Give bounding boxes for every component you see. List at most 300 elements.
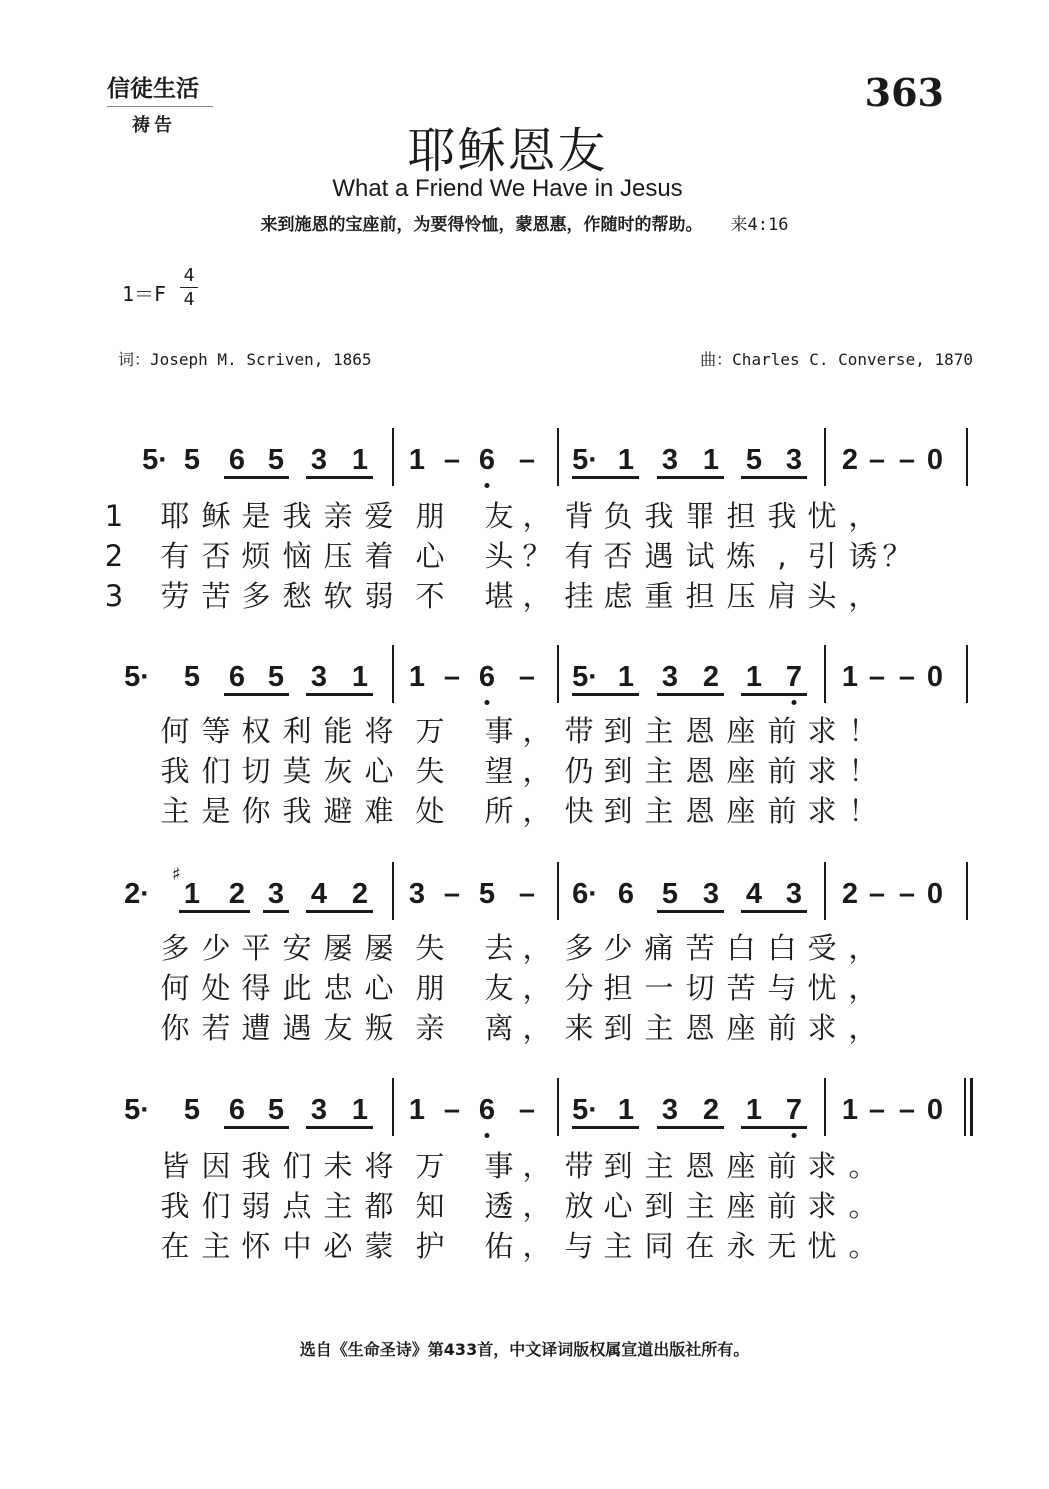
lyric-char: 爱 bbox=[364, 499, 394, 533]
note: – bbox=[518, 878, 536, 910]
lyric-char: 们 bbox=[201, 1189, 231, 1223]
lyric-char: 弱 bbox=[241, 1189, 271, 1223]
lyric-char: ！ bbox=[848, 794, 878, 828]
lyric-char: 皆 bbox=[160, 1149, 190, 1183]
eighth-note-beam bbox=[224, 476, 289, 479]
lyric-char: 望 bbox=[484, 754, 514, 788]
lyric-char: 在 bbox=[685, 1229, 715, 1263]
bar-line bbox=[966, 645, 968, 703]
lyric-char: 遭 bbox=[241, 1011, 271, 1045]
lyric-char: 来 bbox=[564, 1011, 594, 1045]
lyric-char: ， bbox=[522, 1229, 552, 1263]
lyric-char: 遇 bbox=[282, 1011, 312, 1045]
lyric-char: 切 bbox=[241, 754, 271, 788]
bar-line bbox=[824, 645, 826, 703]
lyric-char: 到 bbox=[603, 714, 633, 748]
lyric-char: 愁 bbox=[282, 579, 312, 613]
lyric-char: 所 bbox=[484, 794, 514, 828]
lyric-char: 前 bbox=[767, 794, 797, 828]
notation-row bbox=[0, 657, 1049, 697]
lyric-char: 屡 bbox=[364, 931, 394, 965]
lyric-char: 否 bbox=[201, 539, 231, 573]
note: 1 bbox=[841, 1094, 859, 1126]
lyric-char: 一 bbox=[644, 971, 674, 1005]
lyric-char: ， bbox=[522, 1189, 552, 1223]
note: 6 bbox=[478, 1094, 496, 1126]
note: 5 bbox=[745, 444, 763, 476]
lyric-char: 稣 bbox=[201, 499, 231, 533]
lyric-char: 此 bbox=[282, 971, 312, 1005]
lyric-char: 灰 bbox=[323, 754, 353, 788]
lyric-char: 莫 bbox=[282, 754, 312, 788]
lyric-char: 叛 bbox=[364, 1011, 394, 1045]
lyric-char: 事 bbox=[484, 714, 514, 748]
lyric-char: 心 bbox=[364, 754, 394, 788]
eighth-note-beam bbox=[572, 693, 639, 696]
lyric-line bbox=[0, 496, 1049, 536]
lyric-char: 我 bbox=[282, 794, 312, 828]
lyric-char: 失 bbox=[415, 931, 445, 965]
lyric-char: 求 bbox=[807, 794, 837, 828]
lyric-char: 因 bbox=[201, 1149, 231, 1183]
note: – bbox=[518, 1094, 536, 1126]
low-octave-dot bbox=[485, 1133, 490, 1138]
lyric-char: 座 bbox=[726, 754, 756, 788]
note: 6 bbox=[228, 444, 246, 476]
eighth-note-beam bbox=[179, 910, 250, 913]
lyric-char: 多 bbox=[564, 931, 594, 965]
note: 5 bbox=[267, 1094, 285, 1126]
lyric-char: 透 bbox=[484, 1189, 514, 1223]
note: 1 bbox=[617, 661, 635, 693]
note: 3 bbox=[661, 1094, 679, 1126]
lyric-char: 到 bbox=[603, 1011, 633, 1045]
note: 2 bbox=[702, 1094, 720, 1126]
lyric-char: 否 bbox=[603, 539, 633, 573]
lyric-char: 是 bbox=[201, 794, 231, 828]
lyric-char: 担 bbox=[685, 579, 715, 613]
note: 3 bbox=[702, 878, 720, 910]
note: 5 bbox=[183, 1094, 201, 1126]
lyric-char: 佑 bbox=[484, 1229, 514, 1263]
lyric-char: 恼 bbox=[282, 539, 312, 573]
lyric-char: 点 bbox=[282, 1189, 312, 1223]
lyric-char: 恩 bbox=[685, 794, 715, 828]
eighth-note-beam bbox=[306, 476, 373, 479]
eighth-note-beam bbox=[741, 910, 807, 913]
lyric-char: 与 bbox=[564, 1229, 594, 1263]
lyric-line bbox=[0, 928, 1049, 968]
lyric-char: 安 bbox=[282, 931, 312, 965]
eighth-note-beam bbox=[263, 910, 289, 913]
lyric-char: 到 bbox=[644, 1189, 674, 1223]
lyric-char: 我 bbox=[160, 1189, 190, 1223]
lyric-char: 头 bbox=[807, 579, 837, 613]
bar-line bbox=[392, 862, 394, 920]
note: 1 bbox=[841, 661, 859, 693]
lyric-char: 炼 bbox=[726, 539, 756, 573]
note: 3 bbox=[785, 878, 803, 910]
time-signature-bottom: 4 bbox=[183, 289, 195, 310]
lyric-char: 们 bbox=[201, 754, 231, 788]
lyric-char: 肩 bbox=[767, 579, 797, 613]
lyric-char: 都 bbox=[364, 1189, 394, 1223]
note: 5 bbox=[183, 661, 201, 693]
verse-reference: 来4:16 bbox=[730, 215, 789, 235]
lyric-char: 着 bbox=[364, 539, 394, 573]
lyric-char: 求 bbox=[807, 714, 837, 748]
lyric-char: 座 bbox=[726, 1149, 756, 1183]
note: 1 bbox=[617, 1094, 635, 1126]
lyric-char: 恩 bbox=[685, 714, 715, 748]
lyric-line bbox=[0, 751, 1049, 791]
note: 3 bbox=[661, 444, 679, 476]
lyric-char: 避 bbox=[323, 794, 353, 828]
note: 1 bbox=[183, 878, 201, 910]
lyric-char: ， bbox=[848, 931, 878, 965]
note: 5 bbox=[267, 661, 285, 693]
lyric-char: 将 bbox=[364, 1149, 394, 1183]
composer-credit: 曲：Charles C. Converse, 1870 bbox=[700, 350, 973, 369]
lyric-char: 平 bbox=[241, 931, 271, 965]
lyric-char: 。 bbox=[848, 1189, 878, 1223]
lyric-char: 是 bbox=[241, 499, 271, 533]
hymn-number: 363 bbox=[864, 70, 944, 115]
lyric-char: 心 bbox=[364, 971, 394, 1005]
lyric-char: ， bbox=[522, 499, 552, 533]
lyric-char: 切 bbox=[685, 971, 715, 1005]
bar-line bbox=[824, 862, 826, 920]
lyric-char: 知 bbox=[415, 1189, 445, 1223]
lyric-char: 同 bbox=[644, 1229, 674, 1263]
lyric-char: 快 bbox=[564, 794, 594, 828]
lyric-char: 负 bbox=[603, 499, 633, 533]
lyric-char: 得 bbox=[241, 971, 271, 1005]
lyric-char: 恩 bbox=[685, 1011, 715, 1045]
lyric-char: 1 bbox=[104, 499, 124, 533]
bar-line bbox=[392, 1078, 394, 1136]
note: 2· bbox=[124, 878, 150, 910]
lyric-char: 在 bbox=[160, 1229, 190, 1263]
lyric-char: 烦 bbox=[241, 539, 271, 573]
lyric-char: 多 bbox=[241, 579, 271, 613]
lyric-char: 重 bbox=[644, 579, 674, 613]
lyric-char: 你 bbox=[160, 1011, 190, 1045]
lyric-char: 恩 bbox=[685, 1149, 715, 1183]
lyric-char: 主 bbox=[323, 1189, 353, 1223]
lyric-char: 何 bbox=[160, 714, 190, 748]
lyric-char: ， bbox=[522, 794, 552, 828]
lyric-char: ， bbox=[848, 579, 878, 613]
lyric-char: 必 bbox=[323, 1229, 353, 1263]
lyric-char: 前 bbox=[767, 714, 797, 748]
lyric-char: 蒙 bbox=[364, 1229, 394, 1263]
lyric-char: 我 bbox=[160, 754, 190, 788]
lyric-char: 忧 bbox=[807, 971, 837, 1005]
lyric-char: 苦 bbox=[726, 971, 756, 1005]
bar-line bbox=[392, 428, 394, 486]
note: – bbox=[898, 1094, 916, 1126]
lyric-char: ， bbox=[522, 714, 552, 748]
note: – bbox=[868, 878, 886, 910]
notation-row bbox=[0, 864, 1049, 914]
lyric-char: 何 bbox=[160, 971, 190, 1005]
lyric-char: 去 bbox=[484, 931, 514, 965]
lyric-char: 分 bbox=[564, 971, 594, 1005]
time-signature-top: 4 bbox=[180, 264, 198, 288]
note: 2 bbox=[702, 661, 720, 693]
lyric-char: 多 bbox=[160, 931, 190, 965]
lyric-char: , bbox=[777, 539, 787, 573]
lyric-char: 引 bbox=[807, 539, 837, 573]
lyric-char: 3 bbox=[104, 579, 124, 613]
note: 0 bbox=[926, 1094, 944, 1126]
lyric-char: ， bbox=[522, 579, 552, 613]
eighth-note-beam bbox=[657, 1126, 724, 1129]
time-signature bbox=[180, 264, 198, 311]
copyright-footer: 选自《生命圣诗》第433首，中文译词版权属宣道出版社所有。 bbox=[299, 1340, 750, 1359]
lyric-char: 堪 bbox=[484, 579, 514, 613]
note: – bbox=[868, 444, 886, 476]
note: 7 bbox=[785, 661, 803, 693]
lyric-char: 软 bbox=[323, 579, 353, 613]
scripture-verse bbox=[0, 210, 1049, 235]
lyric-line bbox=[0, 576, 1049, 616]
lyric-char: 少 bbox=[603, 931, 633, 965]
eighth-note-beam bbox=[572, 1126, 639, 1129]
lyric-char: ？ bbox=[882, 539, 912, 573]
lyric-char: 到 bbox=[603, 754, 633, 788]
bar-line bbox=[966, 862, 968, 920]
lyric-char: 前 bbox=[767, 1189, 797, 1223]
lyric-char: 前 bbox=[767, 1149, 797, 1183]
lyric-char: 诱 bbox=[848, 539, 878, 573]
note: 5· bbox=[572, 661, 598, 693]
lyric-char: 不 bbox=[415, 579, 445, 613]
eighth-note-beam bbox=[306, 693, 373, 696]
bar-line bbox=[557, 428, 559, 486]
lyric-char: 弱 bbox=[364, 579, 394, 613]
lyric-char: 未 bbox=[323, 1149, 353, 1183]
lyric-char: 主 bbox=[160, 794, 190, 828]
lyric-char: 痛 bbox=[644, 931, 674, 965]
lyric-char: 恩 bbox=[685, 754, 715, 788]
note: 0 bbox=[926, 878, 944, 910]
lyric-char: 屡 bbox=[323, 931, 353, 965]
note: 5 bbox=[478, 878, 496, 910]
subcategory-label: 祷告 bbox=[132, 115, 176, 136]
lyric-char: 主 bbox=[644, 754, 674, 788]
lyric-line bbox=[0, 711, 1049, 751]
note: 3 bbox=[267, 878, 285, 910]
lyric-char: 权 bbox=[241, 714, 271, 748]
note: 3 bbox=[408, 878, 426, 910]
lyric-char: 万 bbox=[415, 714, 445, 748]
lyric-char: 耶 bbox=[160, 499, 190, 533]
note: 3 bbox=[310, 444, 328, 476]
note: 7 bbox=[785, 1094, 803, 1126]
eighth-note-beam bbox=[657, 476, 724, 479]
lyric-char: ， bbox=[522, 971, 552, 1005]
note: 0 bbox=[926, 444, 944, 476]
lyric-char: 担 bbox=[726, 499, 756, 533]
note: 5· bbox=[572, 1094, 598, 1126]
hymn-title: 耶稣恩友 bbox=[407, 123, 608, 179]
lyric-char: 受 bbox=[807, 931, 837, 965]
verse-text: 来到施恩的宝座前，为要得怜恤，蒙恩惠，作随时的帮助。 bbox=[260, 215, 703, 235]
lyric-char: 中 bbox=[282, 1229, 312, 1263]
lyric-char: 带 bbox=[564, 714, 594, 748]
lyric-char: 无 bbox=[767, 1229, 797, 1263]
lyric-char: 苦 bbox=[685, 931, 715, 965]
lyric-char: 们 bbox=[282, 1149, 312, 1183]
english-title: What a Friend We Have in Jesus bbox=[332, 175, 683, 202]
lyric-char: 亲 bbox=[415, 1011, 445, 1045]
lyric-char: 背 bbox=[564, 499, 594, 533]
lyric-char: 朋 bbox=[415, 499, 445, 533]
lyric-char: 心 bbox=[603, 1189, 633, 1223]
eighth-note-beam bbox=[224, 693, 289, 696]
lyric-char: 忧 bbox=[807, 499, 837, 533]
lyric-char: 遇 bbox=[644, 539, 674, 573]
lyric-char: 友 bbox=[484, 499, 514, 533]
note: – bbox=[868, 1094, 886, 1126]
lyric-char: 离 bbox=[484, 1011, 514, 1045]
lyric-char: 劳 bbox=[160, 579, 190, 613]
eighth-note-beam bbox=[657, 693, 724, 696]
note: 2 bbox=[841, 444, 859, 476]
note: 1 bbox=[745, 661, 763, 693]
notation-row bbox=[0, 440, 1049, 480]
note: 1 bbox=[351, 661, 369, 693]
lyric-char: 朋 bbox=[415, 971, 445, 1005]
bar-line bbox=[557, 645, 559, 703]
note: – bbox=[443, 661, 461, 693]
note: 0 bbox=[926, 661, 944, 693]
lyric-char: 事 bbox=[484, 1149, 514, 1183]
bar-line bbox=[557, 862, 559, 920]
lyric-char: 主 bbox=[685, 1189, 715, 1223]
note: – bbox=[868, 661, 886, 693]
note: 1 bbox=[408, 661, 426, 693]
note: – bbox=[443, 1094, 461, 1126]
notation-row bbox=[0, 1090, 1049, 1130]
note: – bbox=[898, 878, 916, 910]
lyric-char: ， bbox=[848, 1011, 878, 1045]
note: – bbox=[898, 661, 916, 693]
sharp-accidental: ♯ bbox=[172, 864, 181, 885]
bar-line bbox=[966, 428, 968, 486]
lyric-line bbox=[0, 1008, 1049, 1048]
note: 5 bbox=[183, 444, 201, 476]
lyric-char: 白 bbox=[767, 931, 797, 965]
lyric-char: ， bbox=[848, 971, 878, 1005]
lyric-char: ！ bbox=[848, 754, 878, 788]
lyric-char: ， bbox=[522, 931, 552, 965]
lyric-char: 主 bbox=[644, 1149, 674, 1183]
eighth-note-beam bbox=[572, 476, 639, 479]
lyric-char: ！ bbox=[848, 714, 878, 748]
note: 2 bbox=[228, 878, 246, 910]
lyric-char: 亲 bbox=[323, 499, 353, 533]
lyric-char: 处 bbox=[415, 794, 445, 828]
lyric-char: 主 bbox=[201, 1229, 231, 1263]
lyric-char: 难 bbox=[364, 794, 394, 828]
lyric-char: 将 bbox=[364, 714, 394, 748]
lyric-char: 能 bbox=[323, 714, 353, 748]
lyricist-credit: 词：Joseph M. Scriven, 1865 bbox=[118, 350, 372, 369]
lyric-char: 少 bbox=[201, 931, 231, 965]
lyric-char: 苦 bbox=[201, 579, 231, 613]
note: 1 bbox=[351, 1094, 369, 1126]
lyric-char: 虑 bbox=[603, 579, 633, 613]
note: 1 bbox=[745, 1094, 763, 1126]
lyric-char: 座 bbox=[726, 714, 756, 748]
lyric-char: 忠 bbox=[323, 971, 353, 1005]
lyric-char: 到 bbox=[603, 1149, 633, 1183]
lyric-char: 我 bbox=[767, 499, 797, 533]
note: 3 bbox=[661, 661, 679, 693]
lyric-char: 友 bbox=[484, 971, 514, 1005]
lyric-char: 求 bbox=[807, 1011, 837, 1045]
note: 6· bbox=[572, 878, 598, 910]
lyric-char: ？ bbox=[522, 539, 552, 573]
note: 4 bbox=[745, 878, 763, 910]
note: 1 bbox=[408, 1094, 426, 1126]
eighth-note-beam bbox=[741, 693, 807, 696]
eighth-note-beam bbox=[306, 1126, 373, 1129]
bar-line bbox=[557, 1078, 559, 1136]
lyric-char: 2 bbox=[104, 539, 124, 573]
lyric-char: 放 bbox=[564, 1189, 594, 1223]
note: 5· bbox=[124, 1094, 150, 1126]
eighth-note-beam bbox=[741, 476, 807, 479]
note: 3 bbox=[785, 444, 803, 476]
note: 6 bbox=[478, 661, 496, 693]
eighth-note-beam bbox=[306, 910, 373, 913]
note: 5· bbox=[142, 444, 168, 476]
note: 5 bbox=[267, 444, 285, 476]
lyric-char: 失 bbox=[415, 754, 445, 788]
note: 5· bbox=[124, 661, 150, 693]
note: 1 bbox=[702, 444, 720, 476]
lyric-line bbox=[0, 1226, 1049, 1266]
note: 5 bbox=[661, 878, 679, 910]
lyric-char: 试 bbox=[685, 539, 715, 573]
lyric-char: 友 bbox=[323, 1011, 353, 1045]
lyric-char: ， bbox=[848, 499, 878, 533]
lyric-char: 利 bbox=[282, 714, 312, 748]
lyric-char: 我 bbox=[644, 499, 674, 533]
lyric-char: 挂 bbox=[564, 579, 594, 613]
note: 6 bbox=[228, 661, 246, 693]
lyric-char: 万 bbox=[415, 1149, 445, 1183]
lyric-char: 处 bbox=[201, 971, 231, 1005]
lyric-char: 座 bbox=[726, 1189, 756, 1223]
lyric-char: 主 bbox=[644, 714, 674, 748]
note: 2 bbox=[841, 878, 859, 910]
lyric-char: ， bbox=[522, 1011, 552, 1045]
note: – bbox=[898, 444, 916, 476]
lyric-char: 主 bbox=[644, 1011, 674, 1045]
lyric-char: 怀 bbox=[241, 1229, 271, 1263]
note: 1 bbox=[617, 444, 635, 476]
lyric-char: 护 bbox=[415, 1229, 445, 1263]
lyric-char: 忧 bbox=[807, 1229, 837, 1263]
note: 1 bbox=[408, 444, 426, 476]
final-bar-line bbox=[970, 1078, 973, 1136]
lyric-char: 前 bbox=[767, 754, 797, 788]
